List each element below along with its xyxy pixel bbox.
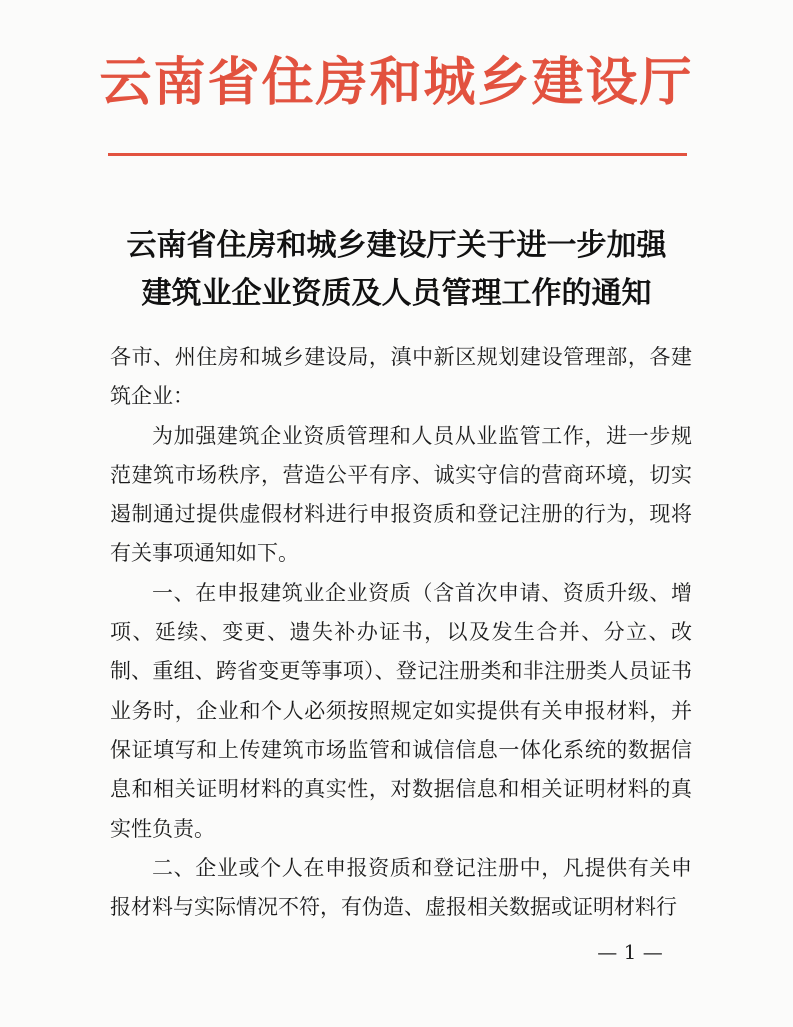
notice-title-line-2: 建筑业企业资质及人员管理工作的通知 xyxy=(141,276,652,311)
salutation: 各市、州住房和城乡建设局，滇中新区规划建设管理部，各建筑企业： xyxy=(110,345,692,409)
body-paragraph-intro: 为加强建筑企业资质管理和人员从业监管工作，进一步规范建筑市场秩序，营造公平有序、诚实守信的营商环境，切实遏制通过提供虚假材料进行申报资质和登记注册的行为，现将有关事项通知如下。 xyxy=(110,423,692,566)
page-number: — 1 — xyxy=(597,940,663,964)
body-paragraph-item-1: 一、在申报建筑业企业资质（含首次申请、资质升级、增项、延续、变更、遗失补办证书，以及发生合并、分立、改制、重组、跨省变更等事项）、登记注册类和非注册类人员证书业务时，企业和个人必须按照规定如实提供有关申报材料，并保证填写和上传建筑市场监管和诚信信息一体化系统的数据信息和相关证明材料的真实性，对数据信息和相关证明材料的真实性负责。 xyxy=(110,580,692,841)
agency-header-title: 云南省住房和城乡建设厅 xyxy=(99,52,694,113)
header-red-rule xyxy=(108,153,687,156)
notice-title xyxy=(0,222,793,318)
notice-title-line-1: 云南省住房和城乡建设厅关于进一步加强 xyxy=(126,228,667,263)
notice-body xyxy=(110,338,692,927)
body-paragraph-item-2: 二、企业或个人在申报资质和登记注册中，凡提供有关申报材料与实际情况不符，有伪造、虚报相关数据或证明材料行 xyxy=(110,855,692,920)
